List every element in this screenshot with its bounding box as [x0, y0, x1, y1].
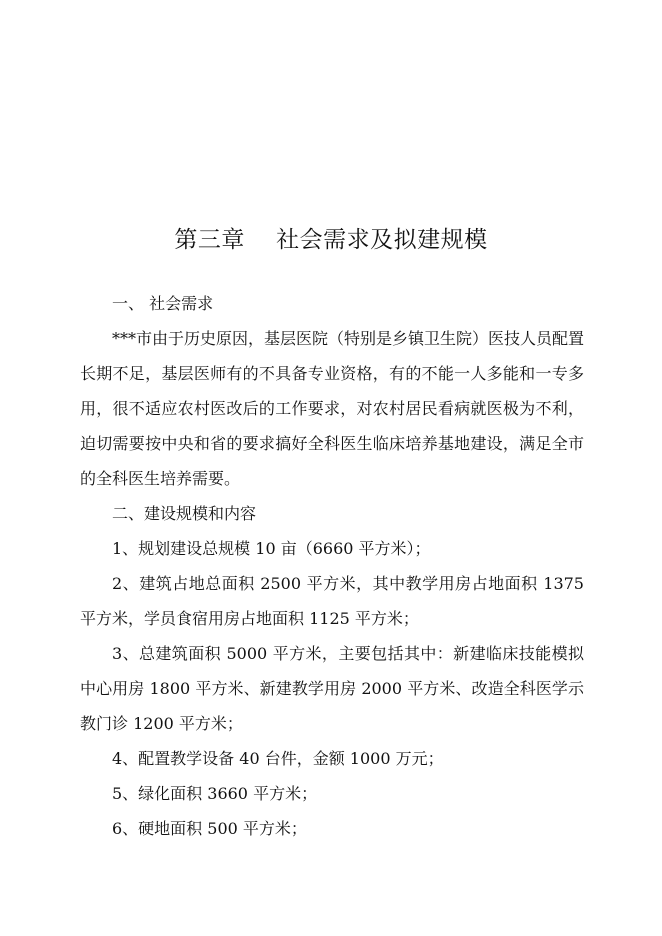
paragraph-social-demand: ***市由于历史原因，基层医院（特别是乡镇卫生院）医技人员配置长期不足，基层医师有的不具备专业资格，有的不能一人多能和一专多用，很不适应农村医改后的工作要求，对农村居民看病就医极为不利，迫切需要按中央和省的要求搞好全科医生临床培养基地建设，满足全市的全科医生培养需要。 [80, 329, 585, 488]
list-item-equipment: 4、配置教学设备 40 台件，金额 1000 万元； [112, 749, 444, 768]
section-heading-construction-scale: 二、建设规模和内容 [112, 504, 257, 523]
list-item-hard-ground-area: 6、硬地面积 500 平方米； [112, 819, 307, 838]
list-item-building-area: 3、总建筑面积 5000 平方米，主要包括其中：新建临床技能模拟中心用房 1800 平方米、新建教学用房 2000 平方米、改造全科医学示教门诊 1200 平方米； [80, 644, 584, 733]
chapter-title: 第三章 社会需求及拟建规模 [174, 227, 488, 253]
list-item-green-area: 5、绿化面积 3660 平方米； [112, 784, 318, 803]
list-item-total-scale: 1、规划建设总规模 10 亩（6660 平方米）； [112, 539, 431, 558]
list-item-floor-area: 2、建筑占地总面积 2500 平方米，其中教学用房占地面积 1375 平方米，学员食宿用房占地面积 1125 平方米； [80, 574, 584, 628]
section-heading-social-demand: 一、 社会需求 [112, 294, 214, 313]
document-body [80, 286, 584, 846]
